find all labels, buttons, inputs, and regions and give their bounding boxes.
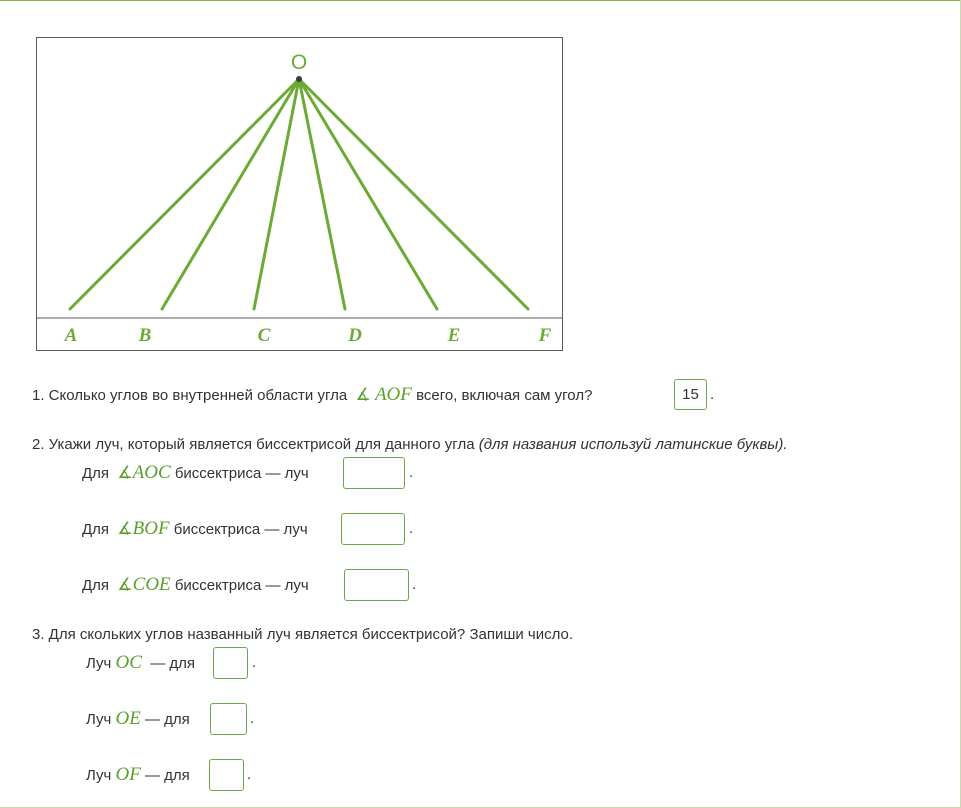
row-suffix: — для xyxy=(145,767,190,784)
row-prefix: Луч xyxy=(86,767,112,784)
label-c: C xyxy=(257,325,271,346)
rays xyxy=(70,79,528,309)
q3-row-2 xyxy=(86,709,190,730)
ray-of xyxy=(299,79,528,309)
q3-row-1 xyxy=(86,653,195,674)
row-suffix: биссектриса — луч xyxy=(173,521,308,538)
label-a: A xyxy=(64,325,78,346)
ray-name: OE xyxy=(115,708,141,729)
row-end: . xyxy=(409,464,414,481)
angle-name: COE xyxy=(132,574,171,595)
q3-of-count-input[interactable] xyxy=(209,759,244,791)
label-e: E xyxy=(447,325,461,346)
top-border xyxy=(0,0,961,1)
ray-name: OC xyxy=(115,652,142,673)
ray-oc xyxy=(254,79,299,309)
q1-text-after: всего, включая сам угол? xyxy=(416,387,593,404)
angle-icon: ∡ xyxy=(117,519,133,539)
q2-row-3 xyxy=(82,575,309,596)
q1-angle-name: AOF xyxy=(374,384,412,405)
row-end: . xyxy=(252,654,257,671)
q3-oe-count-input[interactable] xyxy=(210,703,247,735)
q2-row-2 xyxy=(82,519,308,540)
label-f: F xyxy=(538,325,552,346)
row-suffix: — для xyxy=(150,655,196,672)
question-1 xyxy=(32,385,592,406)
angle-name: BOF xyxy=(132,518,170,539)
row-end: . xyxy=(412,576,417,593)
row-prefix: Для xyxy=(82,521,110,538)
row-suffix: биссектриса — луч xyxy=(174,465,309,482)
q1-period: . xyxy=(710,386,715,403)
q1-answer-input[interactable] xyxy=(674,379,707,410)
rays-diagram xyxy=(37,38,562,350)
row-prefix: Луч xyxy=(86,711,112,728)
ray-oe xyxy=(299,79,437,309)
q2-aoc-bisector-input[interactable] xyxy=(343,457,405,489)
q1-text: 1. Сколько углов во внутренней области угла xyxy=(32,387,348,404)
q3-row-3 xyxy=(86,765,190,786)
vertex-point xyxy=(296,76,302,82)
row-end: . xyxy=(247,766,252,783)
ray-od xyxy=(299,79,345,309)
question-2 xyxy=(32,435,788,455)
q2-bof-bisector-input[interactable] xyxy=(341,513,405,545)
row-suffix: — для xyxy=(145,711,190,728)
ray-oa xyxy=(70,79,299,309)
ray-name: OF xyxy=(115,764,141,785)
question-3 xyxy=(32,625,573,645)
rays-figure xyxy=(36,37,563,351)
row-end: . xyxy=(409,520,414,537)
angle-name: AOC xyxy=(132,462,171,483)
row-suffix: биссектриса — луч xyxy=(174,577,309,594)
q2-hint: (для названия используй латинские буквы). xyxy=(478,436,788,453)
angle-icon: ∡ xyxy=(355,385,371,405)
label-d: D xyxy=(348,325,362,346)
row-prefix: Для xyxy=(82,465,110,482)
row-prefix: Луч xyxy=(86,655,112,672)
q3-oc-count-input[interactable] xyxy=(213,647,248,679)
q2-text: 2. Укажи луч, который является биссектрисой для данного угла xyxy=(32,436,475,453)
angle-icon: ∡ xyxy=(117,463,133,483)
q3-text: 3. Для скольких углов названный луч является биссектрисой? Запиши число. xyxy=(32,626,574,643)
label-b: B xyxy=(138,325,152,346)
q2-coe-bisector-input[interactable] xyxy=(344,569,409,601)
row-prefix: Для xyxy=(82,577,110,594)
angle-icon: ∡ xyxy=(117,575,133,595)
row-end: . xyxy=(250,710,255,727)
q2-row-1 xyxy=(82,463,309,484)
vertex-label: O xyxy=(290,51,308,74)
